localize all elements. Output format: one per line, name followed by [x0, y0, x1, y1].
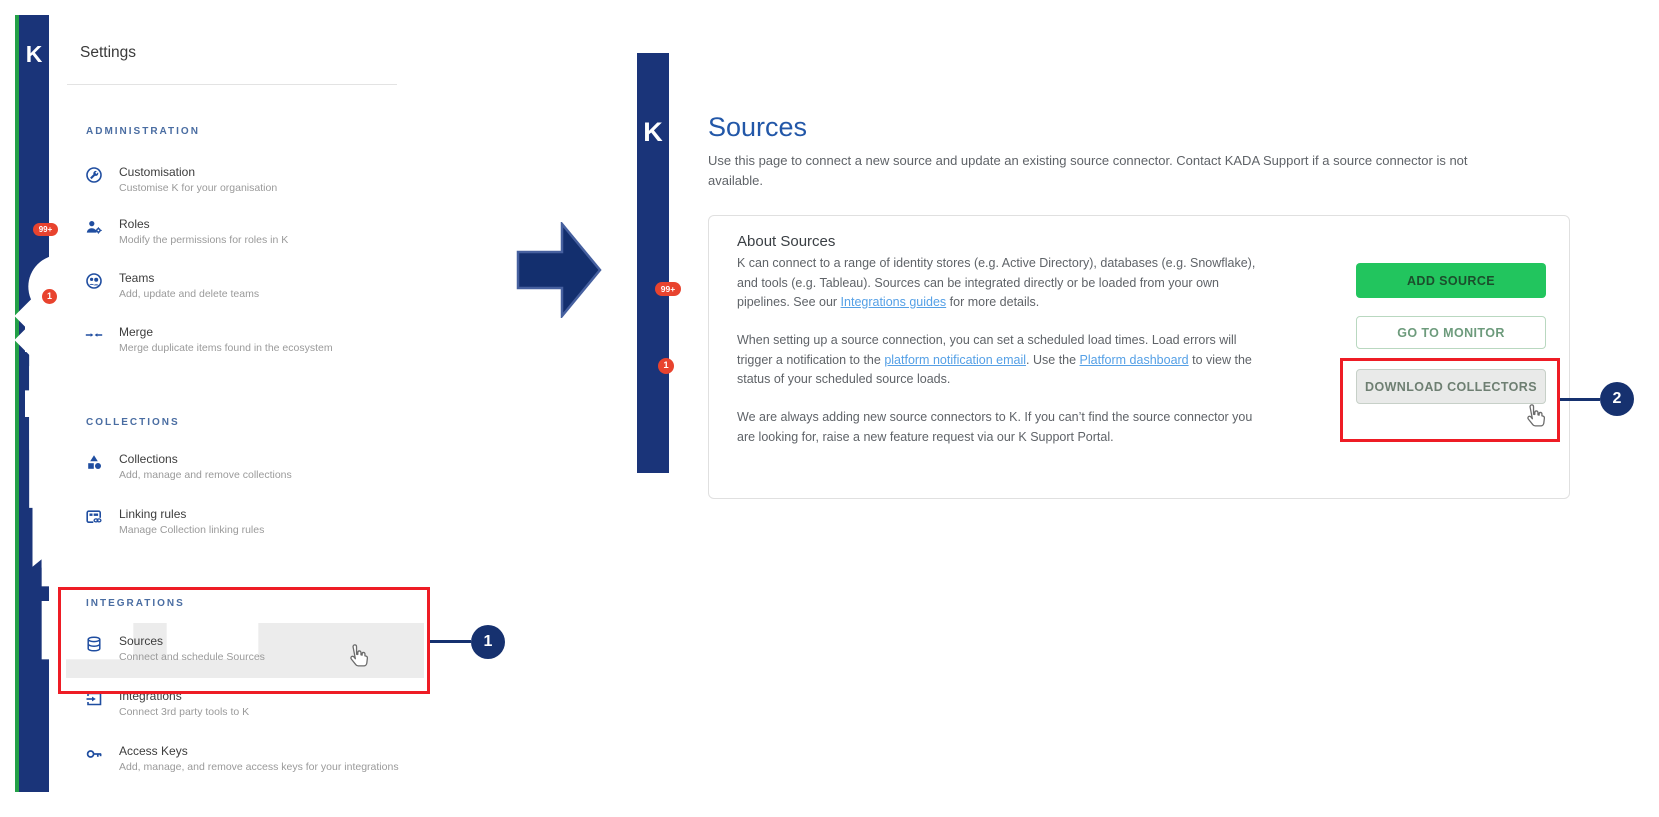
- item-title: Collections: [119, 452, 178, 466]
- item-title: Merge: [119, 325, 154, 339]
- item-subtitle: Customise K for your organisation: [119, 182, 278, 194]
- about-sources-title: About Sources: [737, 233, 836, 250]
- item-title: Sources: [119, 634, 164, 648]
- item-title: Access Keys: [119, 744, 188, 758]
- add-source-button[interactable]: ADD SOURCE: [1356, 263, 1546, 298]
- sources-page-title: Sources: [708, 112, 808, 142]
- item-subtitle: Modify the permissions for roles in K: [119, 234, 289, 246]
- go-to-monitor-button[interactable]: GO TO MONITOR: [1356, 316, 1546, 349]
- paragraph-text: . Use the: [1026, 352, 1080, 367]
- hand-cursor-sources: [343, 643, 371, 671]
- item-title: Integrations: [119, 689, 182, 703]
- item-subtitle: Connect 3rd party tools to K: [119, 706, 250, 718]
- settings-item-teams[interactable]: [85, 271, 415, 300]
- kada-logo: K: [643, 117, 663, 147]
- teams-icon: [85, 272, 103, 290]
- paragraph-text: K can connect to a range of identity stores (e.g. Active Directory), databases (e.g. Snowflake), and tools (e.g. Tableau). Sources can be integrated directly or be loaded from your own pipelines. See our: [737, 256, 1256, 309]
- about-paragraph-3: We are always adding new source connectors to K. If you can’t find the source connector you are looking for, raise a new feature request via our K Support Portal.: [737, 410, 1253, 444]
- chat-notification-badge: 99+: [655, 282, 681, 296]
- item-subtitle: Manage Collection linking rules: [119, 524, 265, 536]
- platform-dashboard-link[interactable]: Platform dashboard: [1079, 352, 1189, 367]
- section-header-integrations: INTEGRATIONS: [86, 598, 185, 609]
- section-header-administration: ADMINISTRATION: [86, 126, 200, 137]
- callout-connector-1: [430, 640, 471, 643]
- customisation-icon: [85, 166, 103, 184]
- settings-item-collections[interactable]: [85, 452, 415, 481]
- linking-rules-icon: [85, 508, 103, 526]
- chat-notification-badge: 99+: [33, 223, 58, 236]
- settings-item-access-keys[interactable]: [85, 744, 415, 773]
- step-1-badge: 1: [471, 625, 505, 659]
- paragraph-text: for more details.: [946, 295, 1040, 309]
- callout-connector-2: [1560, 398, 1600, 401]
- item-subtitle: Add, manage and remove collections: [119, 469, 292, 481]
- paragraph-text: to view the status of your scheduled source loads.: [737, 352, 1252, 386]
- about-paragraph-1: [737, 254, 1272, 313]
- section-header-collections: COLLECTIONS: [86, 417, 180, 428]
- right-app-sidebar: [637, 53, 669, 473]
- item-subtitle: Add, manage, and remove access keys for your integrations: [119, 761, 399, 773]
- item-subtitle: Merge duplicate items found in the ecosystem: [119, 342, 333, 354]
- item-title: Customisation: [119, 165, 196, 179]
- cart-notification-badge: 1: [42, 289, 57, 304]
- callout-box-sources: [58, 587, 430, 694]
- download-collectors-button[interactable]: DOWNLOAD COLLECTORS: [1356, 369, 1546, 404]
- about-sources-card: [708, 215, 1570, 499]
- item-title: Roles: [119, 217, 150, 231]
- step-2-badge: 2: [1600, 382, 1634, 416]
- item-title: Teams: [119, 271, 155, 285]
- paragraph-text: When setting up a source connection, you can set a scheduled load times. Load errors will trigger a notification to the: [737, 333, 1237, 367]
- page-title: Settings: [80, 44, 137, 61]
- item-subtitle: Connect and schedule Sources: [119, 651, 265, 663]
- settings-item-roles[interactable]: [85, 217, 415, 246]
- platform-notification-email-link[interactable]: platform notification email: [884, 352, 1027, 367]
- access-keys-icon: [85, 745, 103, 763]
- roles-icon: [85, 218, 103, 236]
- cart-notification-badge: 1: [658, 358, 674, 374]
- transition-arrow: [516, 222, 602, 318]
- sources-page-description: Use this page to connect a new source and update an existing source connector. Contact KADA Support if a source connector is not available.: [708, 153, 1468, 188]
- settings-item-merge[interactable]: [85, 325, 415, 354]
- kada-logo: K: [25, 41, 43, 67]
- collections-icon: [85, 453, 103, 471]
- integrations-guides-link[interactable]: Integrations guides: [840, 295, 947, 309]
- item-subtitle: Add, update and delete teams: [119, 288, 260, 300]
- settings-item-customisation[interactable]: [85, 165, 415, 194]
- item-title: Linking rules: [119, 507, 187, 521]
- about-paragraph-2: [737, 331, 1272, 390]
- title-divider: [67, 84, 397, 85]
- settings-item-linking-rules[interactable]: [85, 507, 415, 536]
- hand-cursor-download: [1520, 403, 1548, 431]
- merge-icon: [85, 326, 103, 344]
